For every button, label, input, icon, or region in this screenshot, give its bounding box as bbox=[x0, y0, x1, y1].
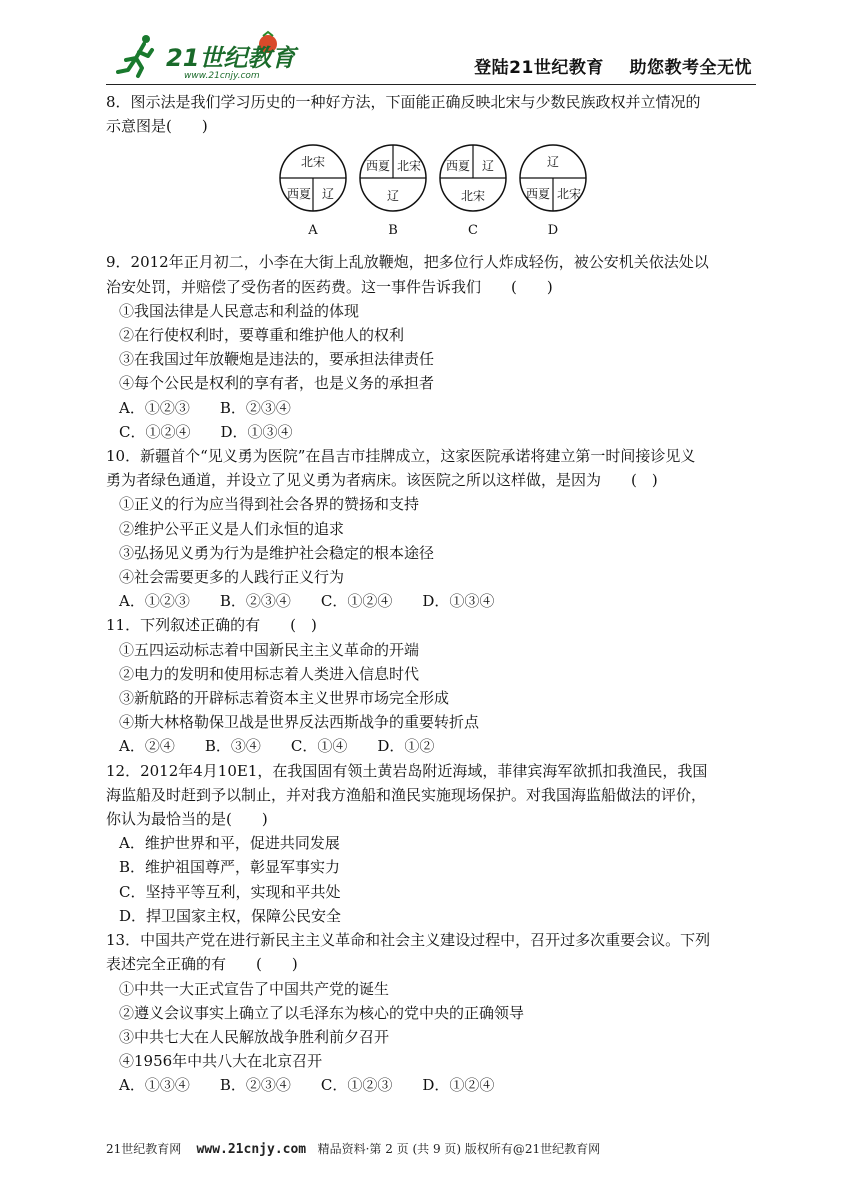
question-13-answer-choices: A．①③④ B．②③④ C．①②③ D．①②④ bbox=[119, 1076, 495, 1095]
question-12-option: D．捍卫国家主权，保障公民安全 bbox=[119, 906, 342, 925]
question-10-stem-line: 10．新疆首个“见义勇为医院”在昌吉市挂牌成立，这家医院承诺将建立第一时间接诊见义 bbox=[106, 447, 696, 466]
question-10-option: ①正义的行为应当得到社会各界的赞扬和支持 bbox=[119, 495, 420, 514]
header-slogan: 登陆21世纪教育 助您教考全无忧 bbox=[474, 58, 752, 78]
diagram-d-right: 北宋 bbox=[556, 187, 582, 202]
question-8-stem-line: 8．图示法是我们学习历史的一种好方法，下面能正确反映北宋与少数民族政权并立情况的 bbox=[106, 93, 701, 111]
page-header bbox=[106, 28, 756, 85]
diagram-a-letter: A bbox=[308, 223, 318, 239]
diagram-c-right: 辽 bbox=[481, 159, 495, 174]
question-content bbox=[106, 90, 766, 1098]
logo-text: 21世纪教育 bbox=[166, 44, 296, 72]
question-8 bbox=[106, 90, 766, 250]
diagram-c bbox=[440, 145, 506, 238]
question-13-option: ②遵义会议事实上确立了以毛泽东为核心的党中央的正确领导 bbox=[119, 1003, 525, 1022]
question-13-option: ④1956年中共八大在北京召开 bbox=[119, 1052, 323, 1071]
question-9-answer-choices: A．①②③ B．②③④ bbox=[119, 398, 291, 417]
diagram-b-letter: B bbox=[388, 223, 398, 239]
question-9-option: ③在我国过年放鞭炮是违法的，要承担法律责任 bbox=[119, 350, 435, 369]
diagram-b-left: 西夏 bbox=[365, 159, 391, 174]
question-11-option: ④斯大林格勒保卫战是世界反法西斯战争的重要转折点 bbox=[119, 713, 480, 732]
question-11-option: ③新航路的开辟标志着资本主义世界市场完全形成 bbox=[119, 689, 450, 708]
logo-url: www.21cnjy.com bbox=[184, 71, 260, 81]
question-9-option: ④每个公民是权利的享有者，也是义务的承担者 bbox=[119, 374, 435, 393]
question-9 bbox=[106, 250, 766, 444]
question-9-stem-line: 治安处罚，并赔偿了受伤者的医药费。这一事件告诉我们 ( ) bbox=[106, 277, 553, 296]
question-12 bbox=[106, 759, 766, 928]
footer-brand: 21世纪教育网 bbox=[106, 1142, 182, 1156]
diagram-a-top: 北宋 bbox=[300, 155, 326, 170]
question-11-option: ①五四运动标志着中国新民主主义革命的开端 bbox=[119, 640, 420, 659]
question-11-stem-line: 11．下列叙述正确的有 ( ) bbox=[106, 616, 317, 635]
footer-page-info: 精品资料·第 2 页 (共 9 页) 版权所有@21世纪教育网 bbox=[317, 1142, 601, 1156]
question-10-option: ③弘扬见义勇为行为是维护社会稳定的根本途径 bbox=[119, 543, 435, 562]
diagram-b-right: 北宋 bbox=[396, 159, 422, 174]
logo bbox=[108, 30, 318, 82]
question-12-option: B．维护祖国尊严，彰显军事实力 bbox=[119, 858, 341, 877]
question-12-option: A．维护世界和平，促进共同发展 bbox=[119, 834, 340, 853]
diagram-d-left: 西夏 bbox=[525, 187, 551, 202]
question-9-stem-line: 9．2012年正月初二，小李在大街上乱放鞭炮，把多位行人炸成轻伤，被公安机关依法处以 bbox=[106, 253, 709, 272]
question-13-option: ①中共一大正式宣告了中国共产党的诞生 bbox=[119, 979, 390, 998]
question-8-figure bbox=[106, 138, 766, 250]
question-8-stem-line: 示意图是( ) bbox=[106, 117, 208, 136]
diagram-a-left: 西夏 bbox=[286, 187, 312, 202]
question-10-answer-choices: A．①②③ B．②③④ C．①②④ D．①③④ bbox=[119, 592, 495, 611]
question-9-option: ①我国法律是人民意志和利益的体现 bbox=[119, 301, 360, 320]
question-12-stem-line: 你认为最恰当的是( ) bbox=[106, 810, 268, 829]
question-10-option: ④社会需要更多的人践行正义行为 bbox=[119, 568, 345, 587]
question-10-stem-line: 勇为者绿色通道，并设立了见义勇为者病床。该医院之所以这样做，是因为 ( ) bbox=[106, 471, 658, 490]
footer-site-link[interactable]: www.21cnjy.com bbox=[196, 1142, 307, 1157]
diagram-c-left: 西夏 bbox=[445, 159, 471, 174]
diagram-b bbox=[360, 145, 426, 238]
question-9-answer-choices: C．①②④ D．①③④ bbox=[119, 422, 293, 441]
question-11-option: ②电力的发明和使用标志着人类进入信息时代 bbox=[119, 664, 420, 683]
question-12-option: C．坚持平等互利，实现和平共处 bbox=[119, 882, 341, 901]
question-13-stem-line: 13．中国共产党在进行新民主主义革命和社会主义建设过程中，召开过多次重要会议。下列 bbox=[106, 931, 711, 950]
question-12-stem-line: 海监船及时赶到予以制止，并对我方渔船和渔民实施现场保护。对我国海监船做法的评价， bbox=[106, 785, 707, 804]
question-12-stem-line: 12．2012年4月10E1，在我国固有领土黄岩岛附近海域，菲律宾海军欲抓扣我渔民，我国 bbox=[106, 761, 708, 780]
question-13-stem-line: 表述完全正确的有 ( ) bbox=[106, 955, 298, 974]
question-10 bbox=[106, 444, 766, 613]
diagram-a bbox=[280, 145, 346, 238]
diagram-a-right: 辽 bbox=[321, 187, 335, 202]
diagram-c-letter: C bbox=[468, 223, 478, 239]
diagram-d-top: 辽 bbox=[546, 155, 560, 170]
question-13 bbox=[106, 928, 766, 1097]
question-11 bbox=[106, 613, 766, 758]
diagram-d-letter: D bbox=[547, 223, 559, 239]
diagram-d bbox=[520, 145, 586, 238]
question-10-option: ②维护公平正义是人们永恒的追求 bbox=[119, 519, 345, 538]
question-11-answer-choices: A．②④ B．③④ C．①④ D．①② bbox=[119, 737, 435, 756]
page-footer bbox=[106, 1140, 756, 1157]
diagram-c-bottom: 北宋 bbox=[460, 189, 486, 204]
runner-icon bbox=[118, 35, 152, 76]
diagram-b-bottom: 辽 bbox=[386, 189, 400, 204]
question-13-option: ③中共七大在人民解放战争胜利前夕召开 bbox=[119, 1027, 390, 1046]
question-9-option: ②在行使权利时，要尊重和维护他人的权利 bbox=[119, 326, 405, 345]
